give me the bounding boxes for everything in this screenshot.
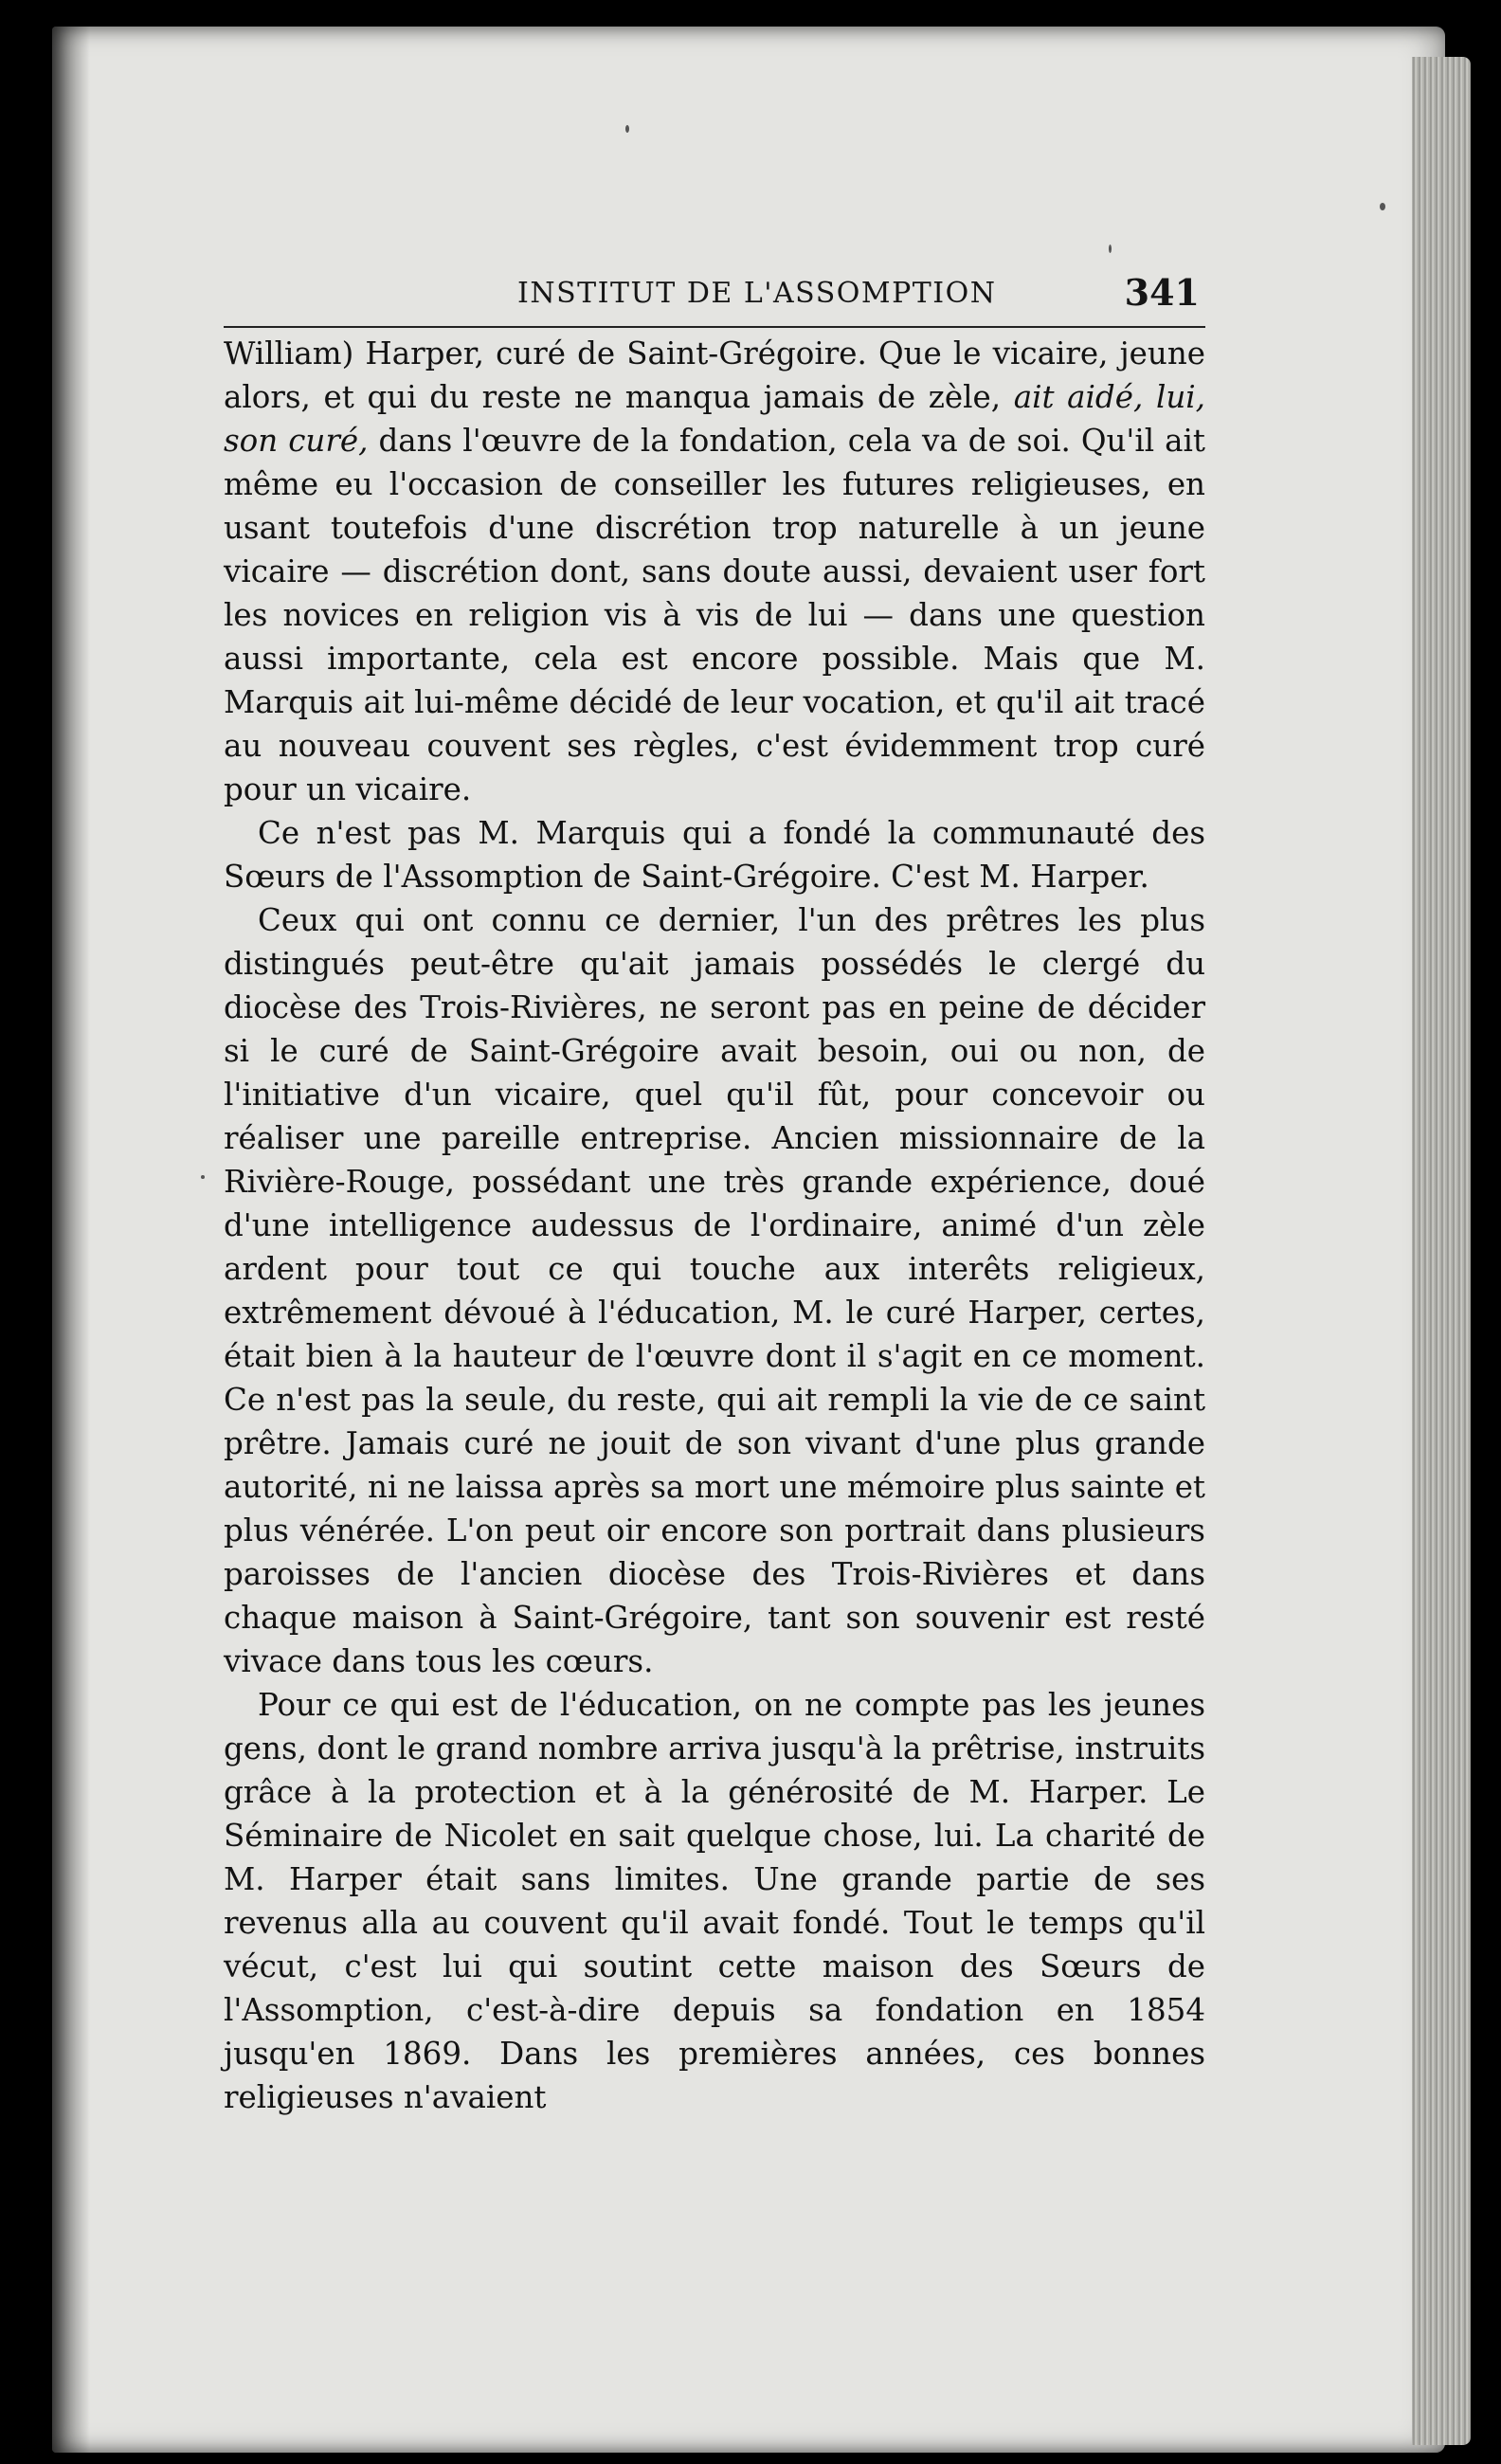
text-segment: Ce n'est pas M. Marquis qui a fondé la communauté des Sœurs de l'Assomption de Saint-Grégoire. C'est M. Harper. (224, 815, 1205, 895)
body-text (224, 332, 1205, 2119)
paragraph (224, 332, 1205, 811)
dust-speck (625, 125, 629, 133)
header-rule (224, 326, 1205, 328)
text-segment: William) Harper, curé de Saint-Grégoire. Que le vicaire, jeune alors, et qui du reste ne manqua jamais de zèle, (224, 335, 1205, 415)
paragraph (224, 1683, 1205, 2119)
text-segment: Pour ce qui est de l'éducation, on ne compte pas les jeunes gens, dont le grand nombre arriva jusqu'à la prêtrise, instruits grâce à la protection et à la générosité de M. Harper. Le Séminaire de Nicolet en sait quelque chose, lui. La charité de M. Harper était sans limites. Une grande partie de ses revenus alla au couvent qu'il avait fondé. Tout le temps qu'il vécut, c'est lui qui soutint cette maison des Sœurs de l'Assomption, c'est-à-dire depuis sa fondation en 1854 jusqu'en 1869. Dans les premières années, ces bonnes religieuses n'avaient (224, 1687, 1205, 2115)
paragraph (224, 898, 1205, 1683)
paragraph (224, 811, 1205, 898)
dust-speck (201, 1175, 205, 1179)
italic-text: ait aidé, lui, son curé, (224, 379, 1205, 459)
page-header (224, 271, 1200, 320)
text-segment: dans l'œuvre de la fondation, cela va de soi. Qu'il ait même eu l'occasion de conseiller les futures religieuses, en usant toutefois d'une discrétion trop naturelle à un jeune vicaire — discrétion dont, sans doute aussi, devaient user fort les novices en religion vis à vis de lui — dans une question aussi importante, cela est encore possible. Mais que M. Marquis ait lui-même décidé de leur vocation, et qu'il ait tracé au nouveau couvent ses règles, c'est évidemment trop curé pour un vicaire. (224, 423, 1205, 807)
gutter-shadow (52, 27, 90, 2453)
text-segment: Ceux qui ont connu ce dernier, l'un des prêtres les plus distingués peut-être qu'ait jamais possédés le clergé du diocèse des Trois-Rivières, ne seront pas en peine de décider si le curé de Saint-Grégoire avait besoin, oui ou non, de l'initiative d'un vicaire, quel qu'il fût, pour concevoir ou réaliser une pareille entreprise. Ancien missionnaire de la Rivière-Rouge, possédant une très grande expérience, doué d'une intelligence audessus de l'ordinaire, animé d'un zèle ardent pour tout ce qui touche aux interêts religieux, extrêmement dévoué à l'éducation, M. le curé Harper, certes, était bien à la hauteur de l'œuvre dont il s'agit en ce moment. Ce n'est pas la seule, du reste, qui ait rempli la vie de ce saint prêtre. Jamais curé ne jouit de son vivant d'une plus grande autorité, ni ne laissa après sa mort une mémoire plus sainte et plus vénérée. L'on peut oir encore son portrait dans plusieurs paroisses de l'ancien diocèse des Trois-Rivières et dans chaque maison à Saint-Grégoire, tant son souvenir est resté vivace dans tous les cœurs. (224, 902, 1205, 1679)
running-head: INSTITUT DE L'ASSOMPTION (517, 277, 997, 310)
dust-speck (1380, 203, 1385, 210)
page-edges (1412, 57, 1471, 2445)
dust-speck (1109, 245, 1112, 253)
page-number: 341 (1124, 271, 1200, 314)
